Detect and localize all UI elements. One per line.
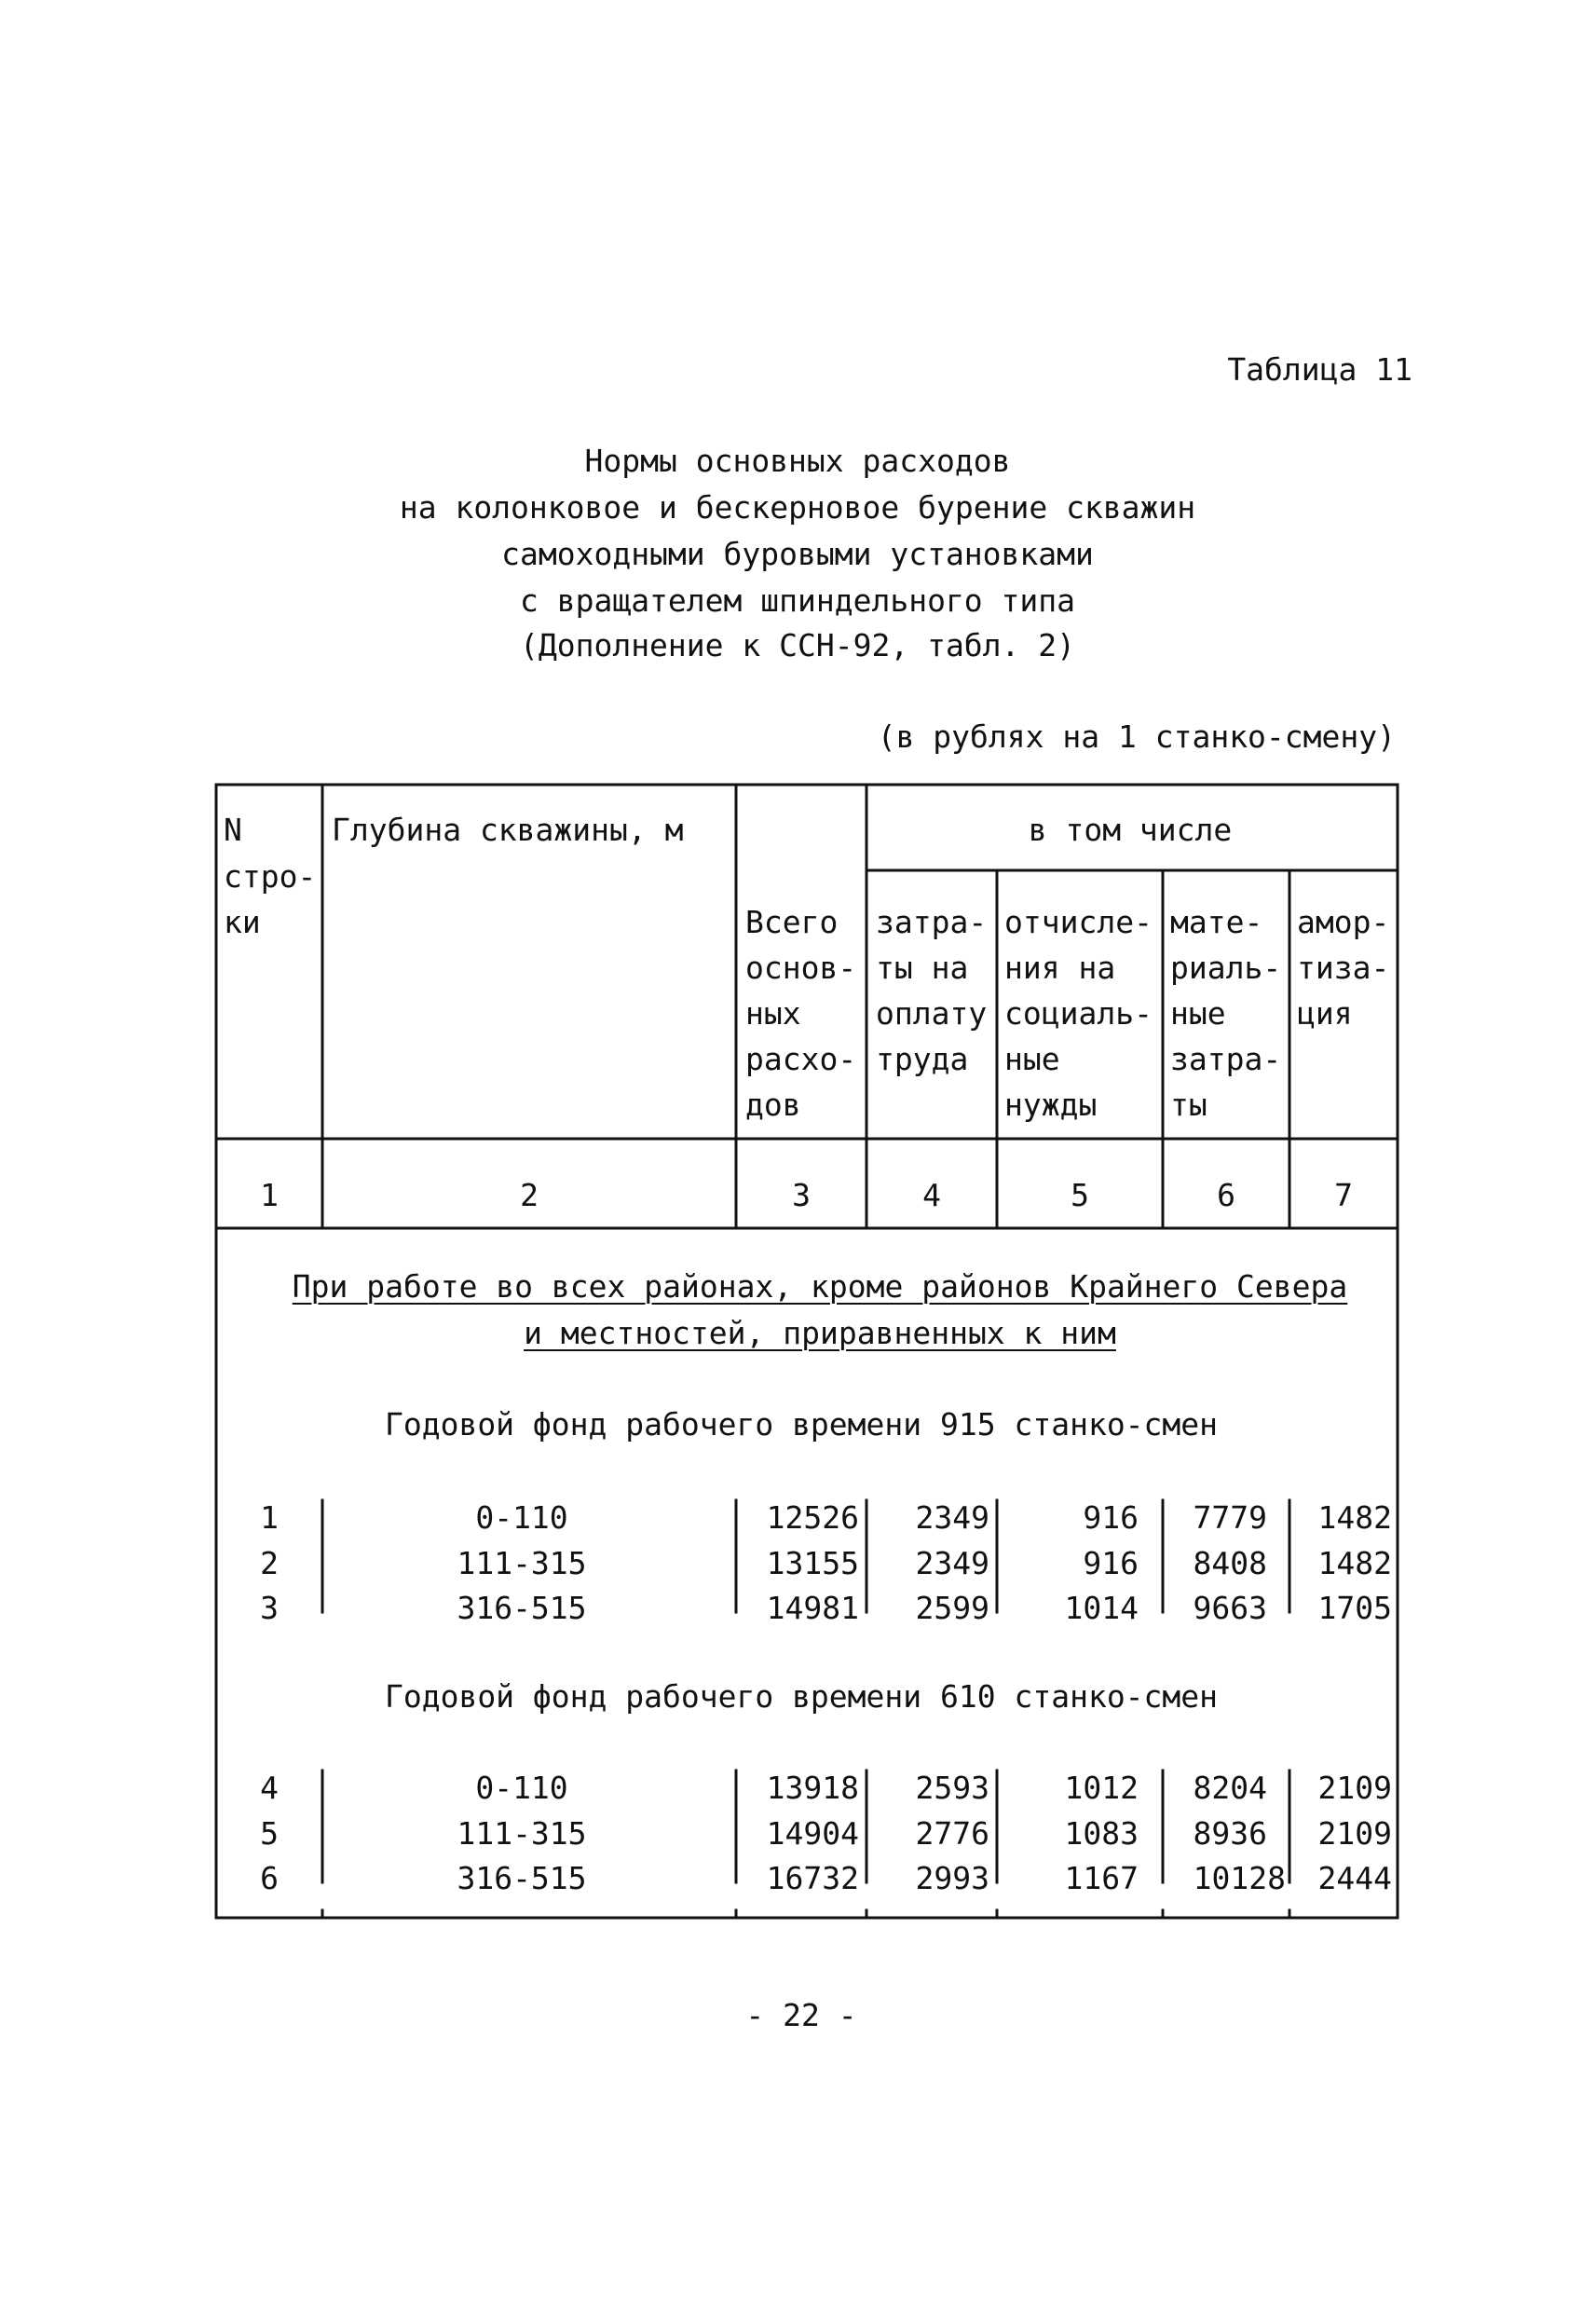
header-group: в том числе [1028, 812, 1233, 848]
colnum-5: 5 [1071, 1177, 1089, 1213]
row-amort: 2109 [1317, 1815, 1392, 1852]
row-social: 916 [1083, 1499, 1139, 1536]
row-labor: 2993 [915, 1860, 989, 1896]
row-depth: 0-110 [475, 1770, 568, 1806]
row-number: 6 [260, 1860, 279, 1896]
colnum-3: 3 [792, 1177, 811, 1213]
header-c3-line2: основ- [745, 950, 857, 986]
row-material: 7779 [1193, 1499, 1267, 1536]
header-c7-line2: тиза- [1297, 950, 1390, 986]
header-c7-line1: амор- [1297, 904, 1390, 940]
row-material: 10128 [1193, 1860, 1286, 1896]
header-c1-line2: стро- [224, 858, 317, 895]
row-number: 1 [260, 1499, 279, 1536]
colnum-6: 6 [1217, 1177, 1235, 1213]
row-total: 12526 [766, 1499, 859, 1536]
header-c5-line5: нужды [1004, 1087, 1098, 1123]
colnum-1: 1 [260, 1177, 279, 1213]
row-depth: 316-515 [457, 1590, 587, 1626]
row-total: 13918 [766, 1770, 859, 1806]
row-number: 4 [260, 1770, 279, 1806]
header-c3-line1: Всего [745, 904, 839, 940]
colnum-2: 2 [520, 1177, 539, 1213]
row-depth: 111-315 [457, 1815, 587, 1852]
row-amort: 1705 [1317, 1590, 1392, 1626]
row-amort: 2444 [1317, 1860, 1392, 1896]
row-labor: 2776 [915, 1815, 989, 1852]
colnum-4: 4 [922, 1177, 941, 1213]
header-c1-line1: N [224, 812, 242, 848]
colnum-7: 7 [1334, 1177, 1353, 1213]
row-depth: 316-515 [457, 1860, 587, 1896]
header-c4-line2: ты на [876, 950, 969, 986]
row-amort: 2109 [1317, 1770, 1392, 1806]
row-labor: 2599 [915, 1590, 989, 1626]
units-note: (в рублях на 1 станко-смену) [877, 718, 1396, 755]
row-social: 916 [1083, 1545, 1139, 1581]
row-depth: 0-110 [475, 1499, 568, 1536]
header-c6-line3: ные [1170, 995, 1226, 1032]
header-c4-line3: оплату [876, 995, 988, 1032]
header-c5-line3: социаль- [1004, 995, 1153, 1032]
header-c6-line4: затра- [1170, 1041, 1282, 1077]
title-line-2: на колонковое и бескерновое бурение скважин [399, 489, 1196, 526]
section-heading-line1: При работе во всех районах, кроме районов Крайнего Севера [292, 1268, 1348, 1305]
row-social: 1014 [1064, 1590, 1139, 1626]
row-material: 8408 [1193, 1545, 1267, 1581]
header-c7-line3: ция [1297, 995, 1353, 1032]
title-line-5: (Дополнение к ССН-92, табл. 2) [519, 627, 1076, 663]
title-line-3: самоходными буровыми установками [501, 536, 1094, 572]
section-heading-line2: и местностей, приравненных к ним [524, 1315, 1116, 1351]
row-total: 16732 [766, 1860, 859, 1896]
header-c3-line3: ных [745, 995, 801, 1032]
header-c4-line1: затра- [876, 904, 988, 940]
row-material: 9663 [1193, 1590, 1267, 1626]
row-social: 1083 [1064, 1815, 1139, 1852]
group-caption-2: Годовой фонд рабочего времени 610 станко-смен [384, 1678, 1219, 1715]
page-number: - 22 - [745, 1997, 857, 2033]
header-c2: Глубина скважины, м [332, 812, 684, 848]
title-line-4: с вращателем шпиндельного типа [519, 582, 1076, 619]
row-total: 13155 [766, 1545, 859, 1581]
row-labor: 2349 [915, 1499, 989, 1536]
header-c5-line4: ные [1004, 1041, 1060, 1077]
row-number: 5 [260, 1815, 279, 1852]
table-label: Таблица 11 [1227, 351, 1412, 388]
header-c3-line4: расхо- [745, 1041, 857, 1077]
row-total: 14904 [766, 1815, 859, 1852]
group-caption-1: Годовой фонд рабочего времени 915 станко-смен [384, 1406, 1219, 1443]
header-c5-line2: ния на [1004, 950, 1116, 986]
header-c1-line3: ки [224, 904, 261, 940]
header-c6-line5: ты [1170, 1087, 1207, 1123]
row-material: 8936 [1193, 1815, 1267, 1852]
row-number: 3 [260, 1590, 279, 1626]
header-c5-line1: отчисле- [1004, 904, 1153, 940]
row-social: 1167 [1064, 1860, 1139, 1896]
row-total: 14981 [766, 1590, 859, 1626]
row-amort: 1482 [1317, 1499, 1392, 1536]
header-c4-line4: труда [876, 1041, 969, 1077]
row-amort: 1482 [1317, 1545, 1392, 1581]
row-social: 1012 [1064, 1770, 1139, 1806]
header-c6-line1: мате- [1170, 904, 1263, 940]
title-line-1: Нормы основных расходов [584, 443, 1011, 479]
row-material: 8204 [1193, 1770, 1267, 1806]
row-depth: 111-315 [457, 1545, 587, 1581]
header-c6-line2: риаль- [1170, 950, 1282, 986]
header-c3-line5: дов [745, 1087, 801, 1123]
row-labor: 2593 [915, 1770, 989, 1806]
row-labor: 2349 [915, 1545, 989, 1581]
row-number: 2 [260, 1545, 279, 1581]
